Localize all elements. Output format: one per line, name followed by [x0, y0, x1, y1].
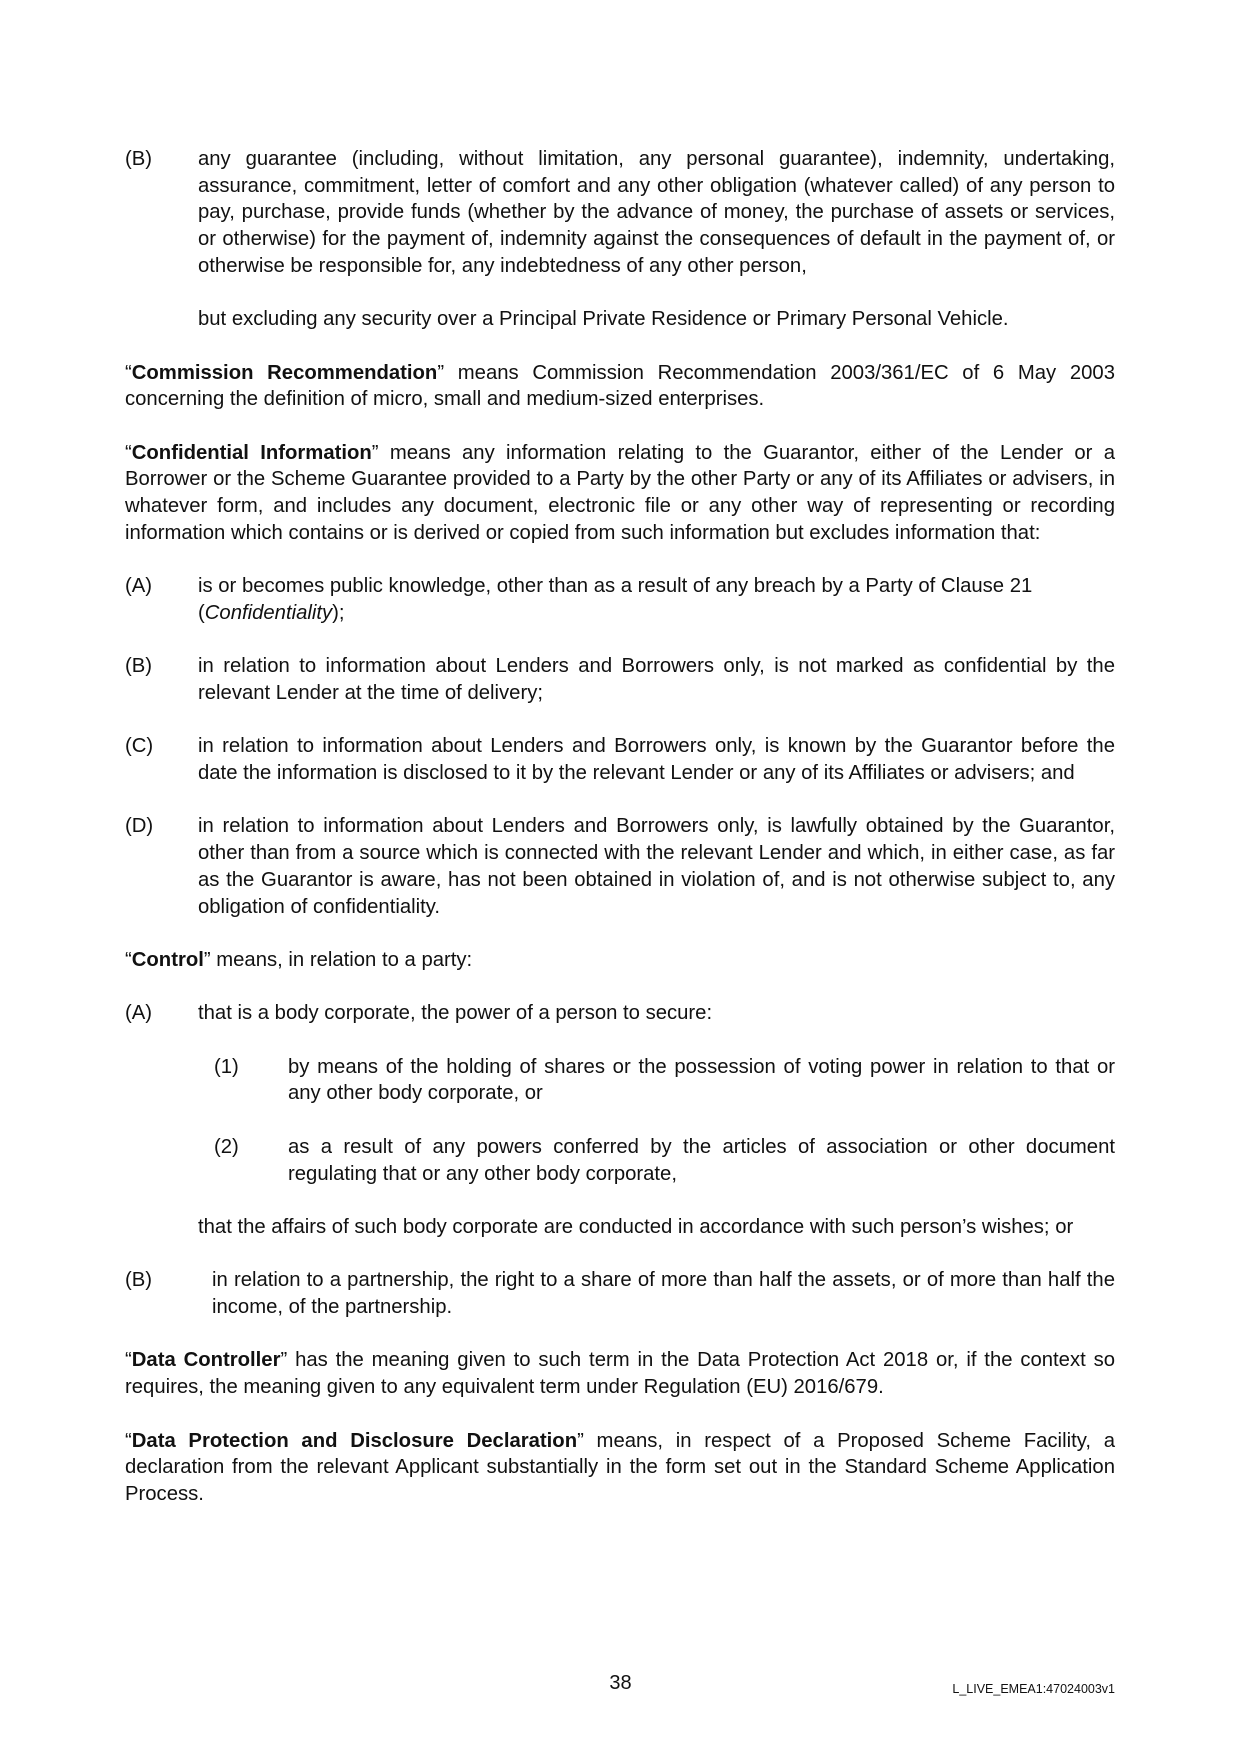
- open-quote: “: [125, 1349, 132, 1372]
- item-label: (A): [125, 1002, 153, 1025]
- close-quote: ”: [203, 948, 211, 971]
- sub-item-text: by means of the holding of shares or the possession of voting power in relation to that or any other body corporate, or: [288, 1055, 1115, 1105]
- item-text: in relation to information about Lenders and Borrowers only, is lawfully obtained by the Guarantor, other than from a source which is connected with the relevant Lender and which, in either case, as far as the Guarantor is aware, has not been obtained in violation of, and is not otherwise subject to, any obligation of confidentiality.: [198, 815, 1115, 918]
- item-text: in relation to information about Lenders and Borrowers only, is known by the Guarantor before the date the information is disclosed to it by the relevant Lender or any of its Affiliates or advisers; and: [198, 735, 1115, 785]
- definition-confidential-information: [125, 440, 1115, 547]
- document-reference: L_LIVE_EMEA1:47024003v1: [952, 1682, 1115, 1696]
- item-text: any guarantee (including, without limitation, any personal guarantee), indemnity, undertaking, assurance, commitment, letter of comfort and any other obligation (whatever called) of any person to pay, purchase, provide funds (whether by the advance of money, the purchase of assets or services, or otherwise) for the payment of, indemnity against the consequences of default in the payment of, or otherwise be responsible for, any indebtedness of any other person,: [198, 148, 1115, 277]
- open-quote: “: [125, 361, 132, 384]
- list-item: [125, 813, 1115, 920]
- sub-item-label: (1): [214, 1055, 239, 1078]
- close-quote: ”: [577, 1429, 584, 1452]
- exclusion-text: but excluding any security over a Principal Private Residence or Primary Personal Vehicle.: [198, 308, 1009, 331]
- item-label: (B): [125, 1269, 153, 1292]
- item-label: (B): [125, 655, 153, 678]
- close-quote: ”: [437, 361, 445, 384]
- clause-reference: Confidentiality: [204, 601, 333, 624]
- sub-list-item: [214, 1054, 1115, 1107]
- sub-list-item: [214, 1134, 1115, 1187]
- page-number: 38: [609, 1672, 632, 1694]
- item-label: (D): [125, 815, 154, 838]
- item-tail-text: that the affairs of such body corporate are conducted in accordance with such person’s wishes; or: [198, 1215, 1074, 1238]
- item-label: (B): [125, 148, 153, 170]
- item-label: (C): [125, 735, 154, 758]
- sub-item-label: (2): [214, 1135, 239, 1158]
- list-item: [125, 1267, 1115, 1320]
- defined-term: Data Controller: [131, 1349, 281, 1372]
- text-segment: is or becomes public knowledge, other than as a result of any breach by a Party of Clause 21 (: [198, 575, 1033, 624]
- defined-term: Control: [131, 948, 204, 971]
- list-item: [125, 1000, 1115, 1027]
- list-item: [125, 733, 1115, 786]
- list-item: [125, 573, 1115, 626]
- item-text: [198, 573, 1115, 626]
- definition-data-protection-declaration: [125, 1428, 1115, 1508]
- defined-term: Data Protection and Disclosure Declaration: [131, 1429, 578, 1452]
- document-page: [125, 146, 1115, 1508]
- definition-text: has the meaning given to such term in the Data Protection Act 2018 or, if the context so requires, the meaning given to any equivalent term under Regulation (EU) 2016/679.: [125, 1349, 1115, 1399]
- definition-text: means, in relation to a party:: [210, 948, 473, 971]
- item-text: in relation to a partnership, the right to a share of more than half the assets, or of more than half the income, of the partnership.: [212, 1269, 1115, 1319]
- text-segment: );: [332, 601, 345, 624]
- definition-commission-recommendation: [125, 360, 1115, 413]
- definition-text: means Commission Recommendation 2003/361/EC of 6 May 2003 concerning the definition of micro, small and medium-sized enterprises.: [125, 361, 1115, 411]
- sub-item-text: as a result of any powers conferred by the articles of association or other document regulating that or any other body corporate,: [288, 1135, 1115, 1185]
- open-quote: “: [125, 441, 132, 464]
- list-item-b-guarantee: [125, 146, 1115, 280]
- definition-text: means any information relating to the Guarantor, either of the Lender or a Borrower or the Scheme Guarantee provided to a Party by the other Party or any of its Affiliates or advisers, in whatever form, and includes any document, electronic file or any other way of representing or recording information which contains or is derived or copied from such information but excludes information that:: [125, 441, 1116, 544]
- definition-control: [125, 947, 1115, 974]
- open-quote: “: [125, 1429, 132, 1452]
- item-text: that is a body corporate, the power of a person to secure:: [198, 1002, 713, 1025]
- close-quote: ”: [280, 1349, 288, 1372]
- close-quote: ”: [371, 441, 379, 464]
- definition-data-controller: [125, 1347, 1115, 1400]
- item-label: (A): [125, 575, 153, 598]
- definition-text: means, in respect of a Proposed Scheme Facility, a declaration from the relevant Applicant substantially in the form set out in the Standard Scheme Application Process.: [125, 1429, 1115, 1505]
- list-item: [125, 653, 1115, 706]
- open-quote: “: [125, 948, 132, 971]
- defined-term: Confidential Information: [131, 441, 372, 464]
- item-text: in relation to information about Lenders and Borrowers only, is not marked as confidential by the relevant Lender at the time of delivery;: [198, 655, 1115, 704]
- defined-term: Commission Recommendation: [131, 361, 438, 384]
